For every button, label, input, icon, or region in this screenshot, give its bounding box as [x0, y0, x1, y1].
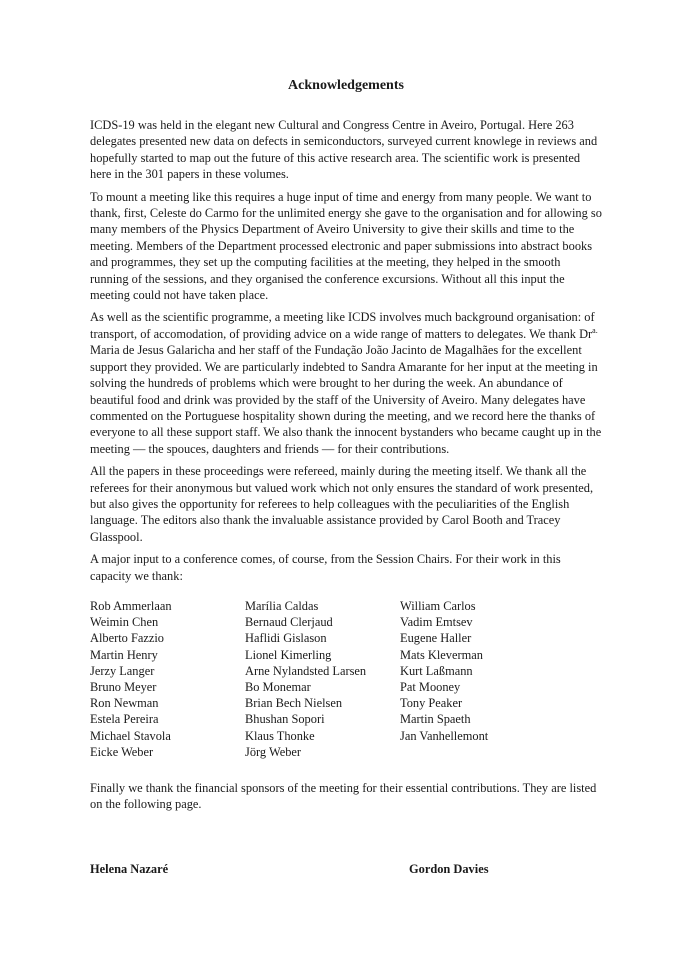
superscript: a. — [592, 325, 598, 335]
chair-name: Eicke Weber — [90, 744, 154, 759]
session-chairs-list — [90, 598, 602, 760]
chair-name: Bo Monemar — [245, 679, 311, 694]
chair-name: Estela Pereira — [90, 712, 159, 727]
paragraph-sponsors: Finally we thank the financial sponsors of the meeting for their essential contributions. They are listed on the following page. — [90, 781, 597, 812]
chair-name: Klaus Thonke — [245, 728, 315, 743]
signature-helena-nazare: Helena Nazaré — [90, 862, 169, 876]
chair-name: Vadim Emtsev — [400, 615, 473, 630]
chair-name: Weimin Chen — [90, 615, 159, 630]
page-title: Acknowledgements — [288, 78, 404, 93]
chair-name: Martin Spaeth — [400, 712, 471, 727]
chair-name: Ron Newman — [90, 696, 159, 711]
signature-gordon-davies: Gordon Davies — [409, 862, 489, 876]
chair-name: Lionel Kimerling — [245, 647, 332, 662]
chair-name: William Carlos — [400, 598, 476, 613]
paragraph-text: Maria de Jesus Galaricha and her staff of the Fundação João Jacinto de Magalhães for the excellent support they provided. We are particularly indebted to Sandra Amarante for her input at the meeting in solving the hundreds of problems which were brought to her during the week. An abundance of beautiful food and drink was provided by the staff of the University of Aveiro. Many delegates have commented on the Portuguese hospitality shown during the meeting, and we record here the thanks of everyone to all these support staff. We also thank the innocent bystanders who became caught up in the meeting — the spouces, daughters and friends — for their contributions. — [90, 343, 602, 456]
chair-name: Jerzy Langer — [90, 663, 155, 678]
chair-name: Mats Kleverman — [400, 647, 483, 662]
paragraph-thanks-department: To mount a meeting like this requires a huge input of time and energy from many people. We want to thank, first, Celeste do Carmo for the unlimited energy she gave to the organisation and for allowing so many members of the Physics Department of Aveiro University to give their skills and time to the meeting. Members of the Department processed electronic and paper submissions into abstract books and programmes, they set up the computing facilities at the meeting, they helped in the smooth running of the sessions, and they organised the conference excursions. Without all this input the meeting could not have taken place. — [90, 189, 602, 303]
document-body — [90, 78, 602, 876]
chair-name: Jörg Weber — [245, 744, 302, 759]
chair-name: Haflidi Gislason — [245, 631, 327, 646]
chair-name: Michael Stavola — [90, 728, 171, 743]
chair-name: Bhushan Sopori — [245, 712, 325, 727]
chair-name: Arne Nylandsted Larsen — [245, 663, 367, 678]
chair-name: Kurt Laßmann — [400, 663, 473, 678]
chair-name: Bernaud Clerjaud — [245, 615, 333, 630]
paragraph-referees: All the papers in these proceedings were refereed, mainly during the meeting itself. We thank all the referees for their anonymous but valued work which not only ensures the standard of work presented, but also gives the opportunity for referees to help colleagues with the peculiarities of the English language. The editors also thank the invaluable assistance provided by Carol Booth and Tracey Glasspool. — [90, 464, 594, 544]
chair-name: Bruno Meyer — [90, 679, 157, 694]
chair-name: Rob Ammerlaan — [90, 598, 172, 613]
chair-name: Jan Vanhellemont — [400, 728, 489, 743]
paragraph-intro: ICDS-19 was held in the elegant new Cultural and Congress Centre in Aveiro, Portugal. Here 263 delegates presented new data on defects in semiconductors, surveyed current knowlege in reviews and hopefully started to map out the future of this active research area. The scientific work is presented here in the 301 papers in these volumes. — [90, 118, 598, 182]
paragraph-text: As well as the scientific programme, a meeting like ICDS involves much background organisation: of transport, of accomodation, of providing advice on a wide range of matters to delegates. We thank Dr — [90, 310, 595, 341]
chair-name: Alberto Fazzio — [90, 631, 164, 646]
chair-name: Pat Mooney — [400, 679, 461, 694]
paragraph-background-organisation — [90, 309, 602, 457]
chair-name: Brian Bech Nielsen — [245, 696, 343, 711]
chair-name: Eugene Haller — [400, 631, 472, 646]
chair-name: Tony Peaker — [400, 696, 463, 711]
chairs-column-1 — [90, 598, 245, 760]
chair-name: Martin Henry — [90, 647, 158, 662]
chairs-column-2 — [245, 598, 400, 760]
chair-name: Marília Caldas — [245, 598, 319, 613]
chairs-column-3 — [400, 598, 560, 760]
paragraph-session-chairs: A major input to a conference comes, of course, from the Session Chairs. For their work in this capacity we thank: — [90, 552, 561, 583]
